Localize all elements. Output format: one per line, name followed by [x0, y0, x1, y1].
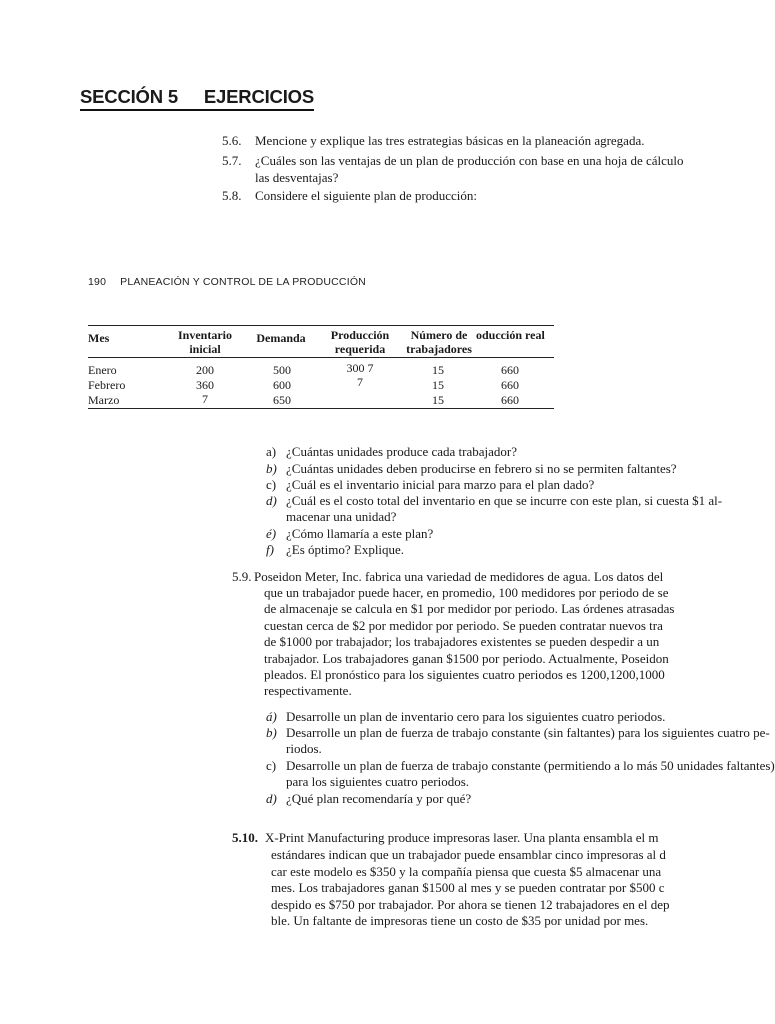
- question-text: pleados. El pronóstico para los siguientes cuatro periodos es 1200,1200,1000: [264, 667, 665, 682]
- section-title: [80, 86, 314, 111]
- question-number: 5.10.: [232, 830, 258, 845]
- item-text: ¿Cuál es el costo total del inventario en que se incurre con este plan, si cuesta $1 al-: [286, 493, 723, 508]
- table-cell: Febrero: [88, 378, 126, 392]
- table-header-cell: oducción real: [476, 328, 545, 342]
- question-text: ¿Cuáles son las ventajas de un plan de producción con base en una hoja de cálculo: [255, 153, 684, 168]
- question-text: de almacenaje se calcula en $1 por medidor por periodo. Las órdenes atrasadas: [264, 601, 675, 616]
- section-heading: EJERCICIOS: [203, 86, 314, 107]
- item-text: ¿Cuántas unidades deben producirse en febrero si no se permiten faltantes?: [286, 461, 677, 476]
- table-cell: Enero: [88, 363, 117, 377]
- question-text: estándares indican que un trabajador puede ensamblar cinco impresoras al d: [271, 847, 666, 862]
- item-label: d): [266, 791, 277, 806]
- table-cell: 660: [501, 378, 519, 392]
- item-text: para los siguientes cuatro periodos.: [286, 774, 470, 789]
- item-label: a): [266, 444, 277, 459]
- item-label: c): [266, 477, 277, 492]
- table-cell: 660: [501, 363, 519, 377]
- table-header-cell: Mes: [88, 331, 110, 345]
- table-cell: 650: [273, 393, 291, 407]
- question-number: 5.9.: [232, 569, 252, 584]
- item-text: Desarrolle un plan de fuerza de trabajo constante (permitiendo a lo más 50 unidades faltantes): [286, 758, 775, 773]
- table-header-cell: Inventario inicial: [178, 328, 232, 356]
- question-text: Considere el siguiente plan de producción:: [255, 188, 478, 203]
- item-label: d): [266, 493, 277, 508]
- item-label: á): [266, 709, 277, 724]
- running-header: [88, 276, 366, 288]
- item-label: b): [266, 725, 277, 740]
- question-text: X-Print Manufacturing produce impresoras laser. Una planta ensambla el m: [265, 830, 659, 845]
- table-cell: 600: [273, 378, 291, 392]
- table-header-cell: Producción requerida: [330, 328, 390, 356]
- table-cell: 660: [501, 393, 519, 407]
- table-cell: 7: [202, 392, 208, 406]
- item-text: ¿Es óptimo? Explique.: [286, 542, 405, 557]
- item-text: ¿Cuál es el inventario inicial para marzo para el plan dado?: [286, 477, 595, 492]
- table-header-cell: Demanda: [256, 331, 306, 345]
- question-text: car este modelo es $350 y la compañía piensa que cuesta $5 almacenar una: [271, 864, 662, 879]
- item-text: riodos.: [286, 741, 322, 756]
- question-text: despido es $750 por trabajador. Por ahora se tienen 12 trabajadores en el dep: [271, 897, 670, 912]
- item-label: é): [266, 526, 277, 541]
- item-label: f): [266, 542, 274, 557]
- table-cell: 500: [273, 363, 291, 377]
- item-text: Desarrolle un plan de fuerza de trabajo constante (sin faltantes) para los siguientes cuatro pe-: [286, 725, 770, 740]
- table-rule: [88, 408, 554, 409]
- item-label: b): [266, 461, 277, 476]
- question-text: de $1000 por trabajador; los trabajadores existentes se pueden despedir a un: [264, 634, 660, 649]
- section-number: SECCIÓN 5: [80, 86, 178, 107]
- question-number: 5.8.: [222, 188, 242, 203]
- question-text: cuestan cerca de $2 por medidor por periodo. Se pueden contratar nuevos tra: [264, 618, 663, 633]
- item-text: macenar una unidad?: [286, 509, 397, 524]
- question-text: respectivamente.: [264, 683, 352, 698]
- item-text: ¿Cuántas unidades produce cada trabajador?: [286, 444, 518, 459]
- page-number: 190: [88, 276, 107, 288]
- table-cell: Marzo: [88, 393, 120, 407]
- table-cell: 15: [432, 363, 444, 377]
- table-header-cell: Número de trabajadores: [406, 328, 472, 356]
- question-text: las desventajas?: [255, 170, 339, 185]
- table-cell: 300 7: [346, 361, 374, 375]
- question-number: 5.7.: [222, 153, 242, 168]
- question-text: Poseidon Meter, Inc. fabrica una variedad de medidores de agua. Los datos del: [254, 569, 664, 584]
- question-text: trabajador. Los trabajadores ganan $1500 por periodo. Actualmente, Poseidon: [264, 651, 669, 666]
- table-cell: 15: [432, 378, 444, 392]
- item-text: ¿Cómo llamaría a este plan?: [286, 526, 434, 541]
- question-text: que un trabajador puede hacer, en promedio, 100 medidores por periodo de se: [264, 585, 669, 600]
- item-text: Desarrolle un plan de inventario cero para los siguientes cuatro periodos.: [286, 709, 666, 724]
- item-label: c): [266, 758, 277, 773]
- table-rule: [88, 357, 554, 358]
- table-cell: 360: [196, 378, 214, 392]
- table-rule: [88, 325, 554, 326]
- item-text: ¿Qué plan recomendaría y por qué?: [286, 791, 472, 806]
- running-header-title: PLANEACIÓN Y CONTROL DE LA PRODUCCIÓN: [120, 276, 366, 288]
- table-cell: 7: [357, 375, 363, 389]
- question-text: mes. Los trabajadores ganan $1500 al mes y se pueden contratar por $500 c: [271, 880, 665, 895]
- table-cell: 15: [432, 393, 444, 407]
- table-cell: 200: [196, 363, 214, 377]
- question-number: 5.6.: [222, 133, 242, 148]
- question-text: ble. Un faltante de impresoras tiene un costo de $35 por unidad por mes.: [271, 913, 649, 928]
- question-text: Mencione y explique las tres estrategias básicas en la planeación agregada.: [255, 133, 645, 148]
